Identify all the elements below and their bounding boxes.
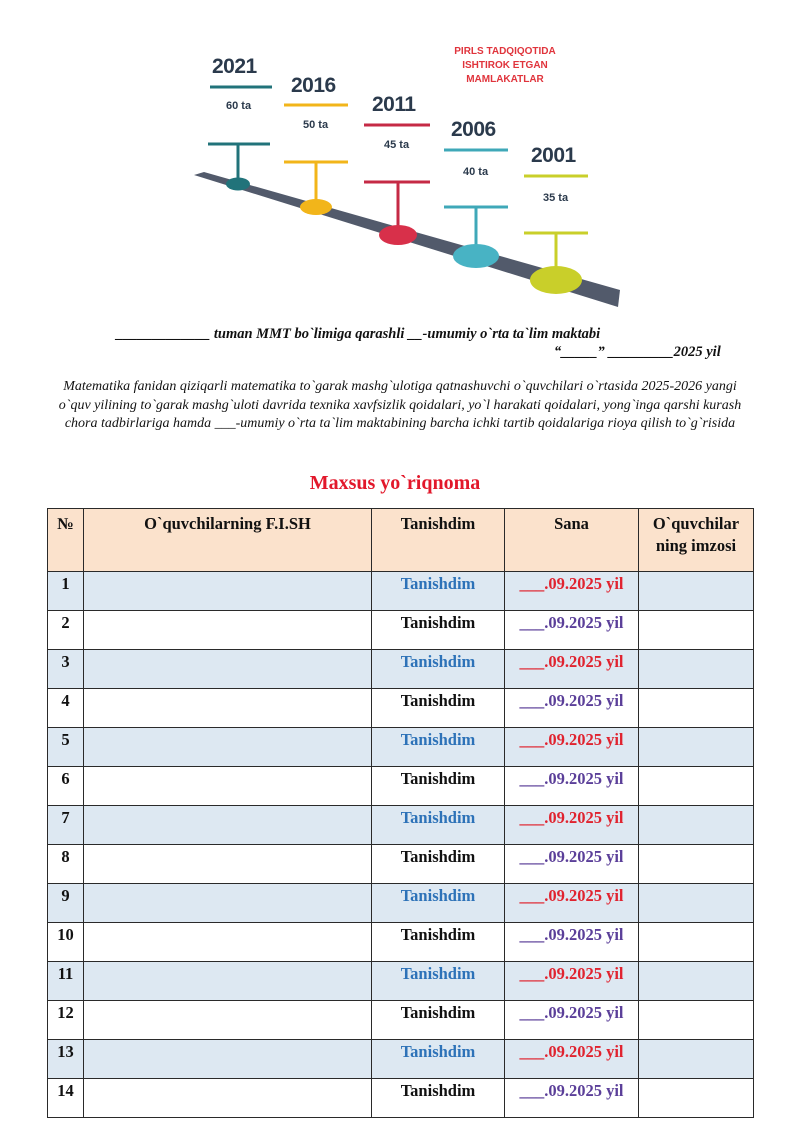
milestone-year: 2011 (372, 93, 416, 116)
row-number: 3 (48, 650, 84, 689)
header-acknowledged: Tanishdim (372, 509, 505, 572)
milestone-count: 40 ta (463, 166, 489, 178)
date-cell[interactable]: ___.09.2025 yil (505, 728, 639, 767)
acknowledged-cell: Tanishdim (372, 728, 505, 767)
student-name-cell[interactable] (84, 806, 372, 845)
milestone-count: 35 ta (543, 192, 569, 204)
school-line: _____________ tuman MMT bo`limiga qarashli __-umumiy o`rta ta`lim maktabi (116, 326, 601, 342)
table-row (48, 806, 754, 845)
date-cell[interactable]: ___.09.2025 yil (505, 1001, 639, 1040)
header-signature: O`quvchilar ning imzosi (639, 509, 754, 572)
acknowledged-cell: Tanishdim (372, 572, 505, 611)
student-name-cell[interactable] (84, 1001, 372, 1040)
row-number: 4 (48, 689, 84, 728)
date-line: “_____” _________2025 yil (554, 344, 721, 360)
header-student-name: O`quvchilarning F.I.SH (84, 509, 372, 572)
date-cell[interactable]: ___.09.2025 yil (505, 611, 639, 650)
date-cell[interactable]: ___.09.2025 yil (505, 923, 639, 962)
table-row (48, 650, 754, 689)
signature-cell[interactable] (639, 806, 754, 845)
student-name-cell[interactable] (84, 1079, 372, 1118)
student-name-cell[interactable] (84, 728, 372, 767)
row-number: 12 (48, 1001, 84, 1040)
infographic-title-line: PIRLS TADQIQOTIDA (454, 46, 556, 57)
date-cell[interactable]: ___.09.2025 yil (505, 845, 639, 884)
acknowledged-cell: Tanishdim (372, 689, 505, 728)
signature-cell[interactable] (639, 650, 754, 689)
row-number: 11 (48, 962, 84, 1001)
signature-cell[interactable] (639, 1079, 754, 1118)
signature-cell[interactable] (639, 572, 754, 611)
infographic-title-line: MAMLAKATLAR (466, 74, 544, 85)
table-row (48, 572, 754, 611)
milestone-year: 2016 (291, 74, 336, 97)
milestone-year: 2001 (531, 144, 576, 167)
acknowledged-cell: Tanishdim (372, 962, 505, 1001)
student-name-cell[interactable] (84, 884, 372, 923)
acknowledged-cell: Tanishdim (372, 806, 505, 845)
table-row (48, 1001, 754, 1040)
acknowledged-cell: Tanishdim (372, 923, 505, 962)
acknowledgement-table (47, 508, 754, 1118)
row-number: 5 (48, 728, 84, 767)
student-name-cell[interactable] (84, 923, 372, 962)
header-number: № (48, 509, 84, 572)
pirls-timeline-infographic (190, 35, 630, 310)
student-name-cell[interactable] (84, 1040, 372, 1079)
table-row (48, 845, 754, 884)
milestone-count: 45 ta (384, 139, 410, 151)
student-name-cell[interactable] (84, 611, 372, 650)
row-number: 1 (48, 572, 84, 611)
row-number: 9 (48, 884, 84, 923)
milestone-count: 50 ta (303, 119, 329, 131)
table-row (48, 728, 754, 767)
row-number: 8 (48, 845, 84, 884)
milestone-year: 2006 (451, 118, 496, 141)
date-cell[interactable]: ___.09.2025 yil (505, 650, 639, 689)
milestone-count: 60 ta (226, 100, 252, 112)
infographic-title (440, 45, 570, 87)
milestone-year: 2021 (212, 55, 257, 78)
signature-cell[interactable] (639, 611, 754, 650)
row-number: 14 (48, 1079, 84, 1118)
acknowledged-cell: Tanishdim (372, 1001, 505, 1040)
student-name-cell[interactable] (84, 767, 372, 806)
date-cell[interactable]: ___.09.2025 yil (505, 1040, 639, 1079)
signature-cell[interactable] (639, 962, 754, 1001)
row-number: 2 (48, 611, 84, 650)
date-cell[interactable]: ___.09.2025 yil (505, 962, 639, 1001)
acknowledged-cell: Tanishdim (372, 1040, 505, 1079)
date-cell[interactable]: ___.09.2025 yil (505, 1079, 639, 1118)
acknowledged-cell: Tanishdim (372, 845, 505, 884)
acknowledged-cell: Tanishdim (372, 767, 505, 806)
intro-paragraph: Matematika fanidan qiziqarli matematika to`garak mashg`ulotiga qatnashuvchi o`quvchilari o`rtasida 2025-2026 yangi o`quv yilining to`garak mashg`uloti davrida texnika xavfsizlik qoidalari, yo`l harakati qoidalari, yong`inga qarshi kurash chora tadbirlariga hamda ___-umumiy o`rta ta`lim maktabining barcha ichki tartib qoidalariga rioya qilish to`g`risida (58, 379, 742, 431)
signature-cell[interactable] (639, 884, 754, 923)
date-cell[interactable]: ___.09.2025 yil (505, 767, 639, 806)
student-name-cell[interactable] (84, 572, 372, 611)
signature-cell[interactable] (639, 845, 754, 884)
header-date: Sana (505, 509, 639, 572)
row-number: 13 (48, 1040, 84, 1079)
student-name-cell[interactable] (84, 650, 372, 689)
student-name-cell[interactable] (84, 689, 372, 728)
row-number: 6 (48, 767, 84, 806)
table-header-row (48, 509, 754, 572)
table-row (48, 923, 754, 962)
student-name-cell[interactable] (84, 845, 372, 884)
table-row (48, 689, 754, 728)
student-name-cell[interactable] (84, 962, 372, 1001)
signature-cell[interactable] (639, 1040, 754, 1079)
acknowledged-cell: Tanishdim (372, 884, 505, 923)
signature-cell[interactable] (639, 728, 754, 767)
infographic-title-line: ISHTIROK ETGAN (462, 60, 548, 71)
date-cell[interactable]: ___.09.2025 yil (505, 884, 639, 923)
row-number: 10 (48, 923, 84, 962)
table-row (48, 1079, 754, 1118)
table-row (48, 1040, 754, 1079)
signature-cell[interactable] (639, 689, 754, 728)
date-cell[interactable]: ___.09.2025 yil (505, 806, 639, 845)
table-row (48, 611, 754, 650)
signature-cell[interactable] (639, 923, 754, 962)
table-row (48, 767, 754, 806)
table-row (48, 962, 754, 1001)
signature-cell[interactable] (639, 1001, 754, 1040)
acknowledged-cell: Tanishdim (372, 1079, 505, 1118)
table-row (48, 884, 754, 923)
acknowledged-cell: Tanishdim (372, 611, 505, 650)
signature-cell[interactable] (639, 767, 754, 806)
table-body (48, 572, 754, 1118)
date-cell[interactable]: ___.09.2025 yil (505, 689, 639, 728)
document-title: Maxsus yo`riqnoma (309, 472, 481, 494)
row-number: 7 (48, 806, 84, 845)
date-cell[interactable]: ___.09.2025 yil (505, 572, 639, 611)
acknowledged-cell: Tanishdim (372, 650, 505, 689)
